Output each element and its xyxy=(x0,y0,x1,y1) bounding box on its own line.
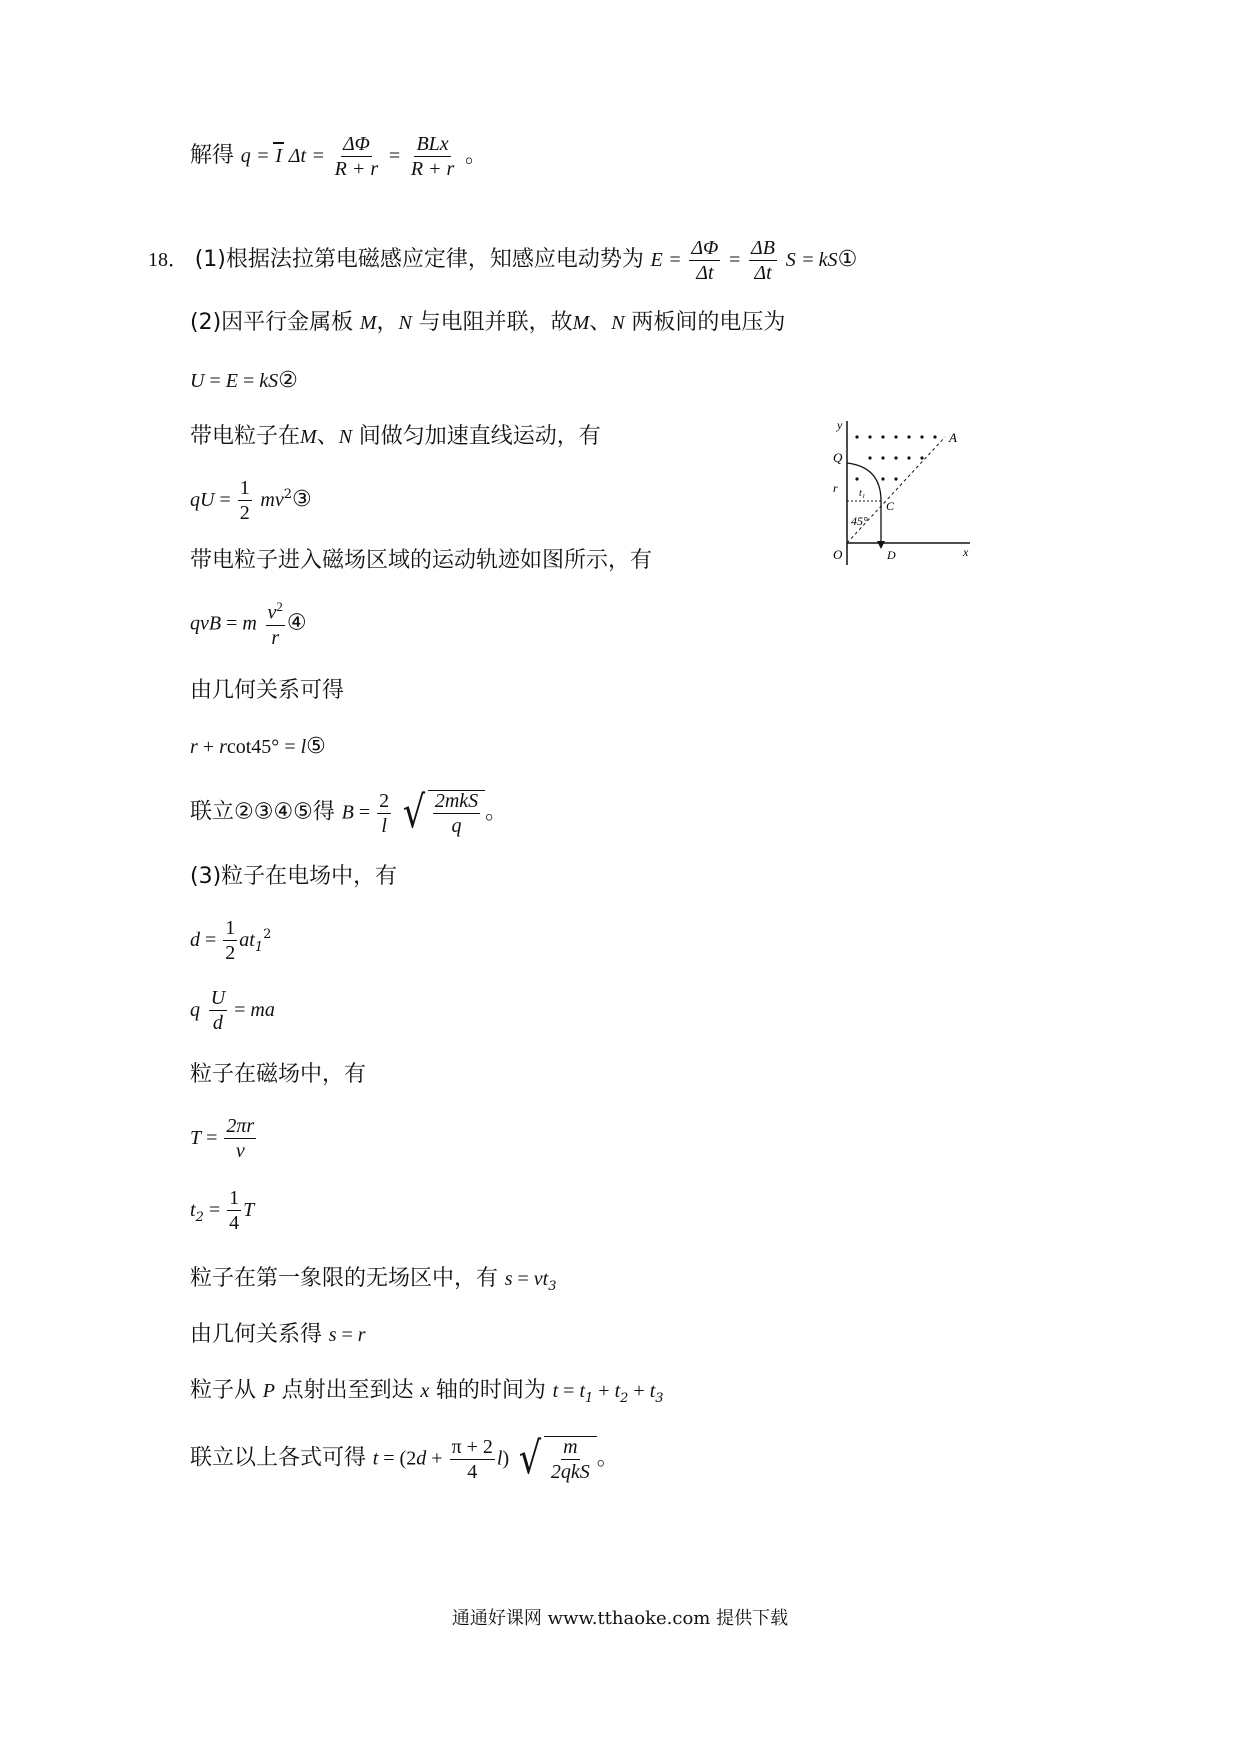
subscript: 2 xyxy=(195,1210,204,1226)
text-segment: 由几何关系可得 xyxy=(190,678,345,703)
fraction-denominator: r xyxy=(271,626,280,649)
subscript: 3 xyxy=(548,1279,557,1295)
symbol-t: t xyxy=(614,1380,621,1402)
text-segment: 两板间的电压为 xyxy=(631,310,786,335)
symbol-s: s xyxy=(328,1324,337,1346)
equation-marker: ③ xyxy=(292,487,312,512)
fraction-numerator: 1 xyxy=(229,1187,240,1209)
symbol-e: E xyxy=(225,370,238,392)
symbol-n: N xyxy=(398,312,412,334)
symbol-at: at xyxy=(239,929,255,951)
equals-sign: = xyxy=(221,612,243,635)
text-no-field-region xyxy=(190,1268,557,1293)
symbol-t: T xyxy=(190,1127,202,1149)
symbol-d: d xyxy=(190,929,200,951)
subscript: 2 xyxy=(620,1391,629,1407)
symbol-d: d xyxy=(416,1447,427,1470)
period: 。 xyxy=(485,799,508,825)
equation-5 xyxy=(190,736,326,758)
equals-sign: = xyxy=(802,249,819,271)
equals-sign: = xyxy=(204,370,226,392)
fraction-radicand xyxy=(433,791,480,836)
symbol-t: t xyxy=(552,1380,559,1402)
fraction-numerator: ΔB xyxy=(751,237,776,259)
symbol-u: U xyxy=(190,370,205,392)
equation-d xyxy=(190,918,271,963)
text-in-magnetic-field xyxy=(190,1064,366,1086)
fraction-half xyxy=(238,478,252,523)
square-root: √ $\frac{m}{\text{2qkS}}$ xyxy=(516,1436,597,1482)
symbol-e: E xyxy=(650,249,663,271)
fraction-dphi-dt xyxy=(689,238,720,283)
fraction-denominator: v xyxy=(235,1140,245,1162)
equals-sign: = xyxy=(353,801,376,824)
separator: 、 xyxy=(589,310,612,335)
symbol-s: S xyxy=(785,249,796,271)
equation-marker: ① xyxy=(837,247,858,272)
equals-sign: = xyxy=(279,736,301,758)
label-r: r xyxy=(833,481,838,495)
text-segment: 联立②③④⑤得 xyxy=(190,799,335,825)
label-x: x xyxy=(963,545,969,559)
equals-sign: = xyxy=(558,1380,580,1402)
fraction-quarter xyxy=(227,1188,241,1233)
question-18-part-1 xyxy=(148,238,857,283)
trajectory-figure xyxy=(825,415,975,570)
equals-sign: = xyxy=(203,1199,226,1221)
period: 。 xyxy=(596,1445,619,1471)
plus-sign: + xyxy=(593,1380,615,1402)
symbol-t: T xyxy=(243,1199,255,1221)
equals-sign: = xyxy=(512,1268,534,1290)
equals-sign: = xyxy=(214,489,236,511)
plus-sign: + xyxy=(426,1447,448,1470)
fraction-blx xyxy=(409,134,457,179)
symbol-delta-t: Δt xyxy=(288,145,307,167)
fraction-denominator: Δt xyxy=(754,262,772,284)
fraction-denominator: 2 xyxy=(239,502,250,524)
equals-sign: = xyxy=(336,1324,358,1346)
text-segment: 粒子在第一象限的无场区中，有 xyxy=(190,1266,499,1291)
label-t1: t₁ xyxy=(859,488,866,499)
subscript: 1 xyxy=(585,1391,594,1407)
symbol-q: q xyxy=(190,999,200,1021)
fraction-radicand xyxy=(549,1437,592,1482)
equation-marker: ⑤ xyxy=(306,734,326,759)
symbol-m: M xyxy=(300,426,317,448)
text-segment: 间做匀加速直线运动，有 xyxy=(358,424,601,449)
symbol-l: l xyxy=(300,736,307,758)
equation-marker: ④ xyxy=(286,610,307,636)
fraction-numerator: m xyxy=(563,1436,578,1458)
subscript: 1 xyxy=(254,940,264,956)
equals-sign: = xyxy=(200,929,222,951)
fraction-numerator: 2 xyxy=(379,789,390,812)
text-total-time xyxy=(190,1380,664,1405)
equals-sign: = xyxy=(229,999,251,1021)
fraction-numerator: BLx xyxy=(416,133,449,155)
text-s-equals-r xyxy=(190,1324,366,1346)
period: 。 xyxy=(465,143,488,168)
comma: ， xyxy=(376,310,399,335)
symbol-ks: kS xyxy=(259,370,279,392)
fraction-2-l xyxy=(377,791,391,836)
symbol-l: l xyxy=(496,1447,503,1470)
equation-2 xyxy=(190,370,298,392)
part-1-text: (1)根据法拉第电磁感应定律，知感应电动势为 xyxy=(194,247,644,272)
label-o: O xyxy=(833,547,843,562)
charge-formula-line xyxy=(190,134,487,179)
fraction-numerator: 2πr xyxy=(226,1115,255,1137)
fraction-denominator: d xyxy=(212,1012,223,1034)
symbol-vt: vt xyxy=(533,1268,549,1290)
text-segment: (3)粒子在电场中，有 xyxy=(190,864,398,889)
exponent: 2 xyxy=(283,487,293,502)
text-segment: 联立以上各式可得 xyxy=(190,1445,367,1471)
fraction-numerator: 2mkS xyxy=(434,790,479,812)
fraction-pi xyxy=(450,1437,495,1482)
symbol-mv: mv xyxy=(260,489,284,511)
part-2-intro xyxy=(190,312,785,334)
text-trajectory xyxy=(190,550,652,572)
label-q: Q xyxy=(833,450,843,465)
fraction-numerator: π + 2 xyxy=(451,1435,493,1458)
exponent: 2 xyxy=(276,599,283,614)
magnetic-field-dots xyxy=(855,435,936,480)
symbol-m: m xyxy=(242,612,257,635)
symbol-x: x xyxy=(420,1380,430,1402)
symbol-r: r xyxy=(357,1324,366,1346)
text-geometry xyxy=(190,680,344,702)
fraction-denominator: q xyxy=(451,815,462,837)
fraction-denominator: R + r xyxy=(334,158,379,180)
symbol-qvb: qvB xyxy=(190,612,222,635)
equals-sign: = xyxy=(201,1127,223,1149)
fraction-denominator: Δt xyxy=(696,262,714,284)
symbol-t: t xyxy=(190,1199,196,1221)
symbol-b: B xyxy=(341,801,354,824)
equals-sign: = xyxy=(237,370,260,392)
symbol-n: N xyxy=(611,312,625,334)
fraction-denominator: 4 xyxy=(229,1212,240,1234)
fraction-half xyxy=(223,918,237,963)
equation-period xyxy=(190,1116,258,1161)
fraction-2pir-v xyxy=(224,1116,256,1161)
text-segment: 带电粒子在 xyxy=(190,424,301,449)
fraction-flux xyxy=(333,134,381,179)
label-c: C xyxy=(886,499,895,513)
equation-force xyxy=(190,988,275,1033)
fraction-db-dt xyxy=(749,238,777,283)
symbol-t: t xyxy=(649,1380,656,1402)
solve-prefix: 解得 xyxy=(190,143,235,168)
symbol-q: q xyxy=(240,145,251,167)
symbol-r: r xyxy=(190,736,198,758)
text-segment: 粒子从 xyxy=(190,1378,257,1403)
separator: 、 xyxy=(316,424,339,449)
trajectory-path xyxy=(847,463,881,547)
part-3-intro xyxy=(190,866,397,888)
subscript: 3 xyxy=(655,1391,664,1407)
text-segment: 与电阻并联，故 xyxy=(418,310,573,335)
equation-marker: ② xyxy=(278,368,298,393)
fraction-numerator: v xyxy=(267,601,277,624)
plus-sign: + xyxy=(197,736,220,758)
cot-45: cot45° xyxy=(226,736,280,758)
text-segment: 粒子在磁场中，有 xyxy=(190,1062,367,1087)
fraction-numerator: 1 xyxy=(239,477,250,499)
text-segment: 由几何关系得 xyxy=(190,1322,323,1347)
equation-t2 xyxy=(190,1188,254,1233)
fraction-denominator: l xyxy=(381,814,387,837)
result-b xyxy=(190,787,508,838)
close-paren: ) xyxy=(502,1447,510,1470)
text-segment: 带电粒子进入磁场区域的运动轨迹如图所示，有 xyxy=(190,548,653,573)
average-current-symbol: I xyxy=(275,145,283,167)
symbol-p: P xyxy=(262,1380,275,1402)
text-particle-accel xyxy=(190,426,601,448)
equals-sign: = xyxy=(312,145,324,167)
symbol-m: M xyxy=(572,312,590,334)
square-root: √ $\frac{\text{2mkS}}{q}$ xyxy=(400,790,485,836)
fraction-u-d xyxy=(209,988,227,1033)
exponent: 2 xyxy=(263,927,272,942)
equals-sign: = xyxy=(257,145,269,167)
symbol-ma: ma xyxy=(250,999,275,1021)
page-footer: 通通好课网 www.tthaoke.com 提供下载 xyxy=(451,1608,789,1629)
text-segment: 点射出至到达 xyxy=(281,1378,414,1403)
symbol-qu: qU xyxy=(190,489,215,511)
fraction-denominator: R + r xyxy=(410,158,455,180)
label-d: D xyxy=(887,548,896,562)
fraction-numerator: ΔΦ xyxy=(342,133,370,155)
fraction-numerator: 1 xyxy=(225,917,236,939)
fraction-v2-r xyxy=(266,600,285,648)
label-angle: 45° xyxy=(851,514,868,528)
result-t xyxy=(190,1433,619,1484)
equals-sign: = xyxy=(669,249,681,271)
plus-sign: + xyxy=(628,1380,650,1402)
question-number: 18． xyxy=(148,249,188,271)
text-segment: (2)因平行金属板 xyxy=(190,310,354,335)
fraction-denominator: 4 xyxy=(467,1460,478,1483)
symbol-ks: kS xyxy=(818,249,838,271)
label-a: A xyxy=(949,430,957,445)
symbol-s: s xyxy=(504,1268,513,1290)
symbol-t: t xyxy=(579,1380,585,1402)
text-segment: 轴的时间为 xyxy=(435,1378,546,1403)
equals-sign: = (2 xyxy=(378,1447,417,1470)
equals-sign: = xyxy=(388,145,401,167)
fraction-denominator: 2qkS xyxy=(550,1461,590,1483)
equation-4 xyxy=(190,600,307,648)
label-y: y xyxy=(837,418,843,432)
symbol-t: t xyxy=(372,1447,379,1470)
arrow-head xyxy=(877,541,885,549)
symbol-r: r xyxy=(219,736,227,758)
fraction-numerator: U xyxy=(210,987,226,1009)
equation-3 xyxy=(190,478,312,523)
symbol-n: N xyxy=(338,426,353,448)
symbol-m: M xyxy=(359,312,377,334)
equals-sign: = xyxy=(729,249,741,271)
fraction-numerator: ΔΦ xyxy=(691,237,719,259)
fraction-denominator: 2 xyxy=(225,942,236,964)
